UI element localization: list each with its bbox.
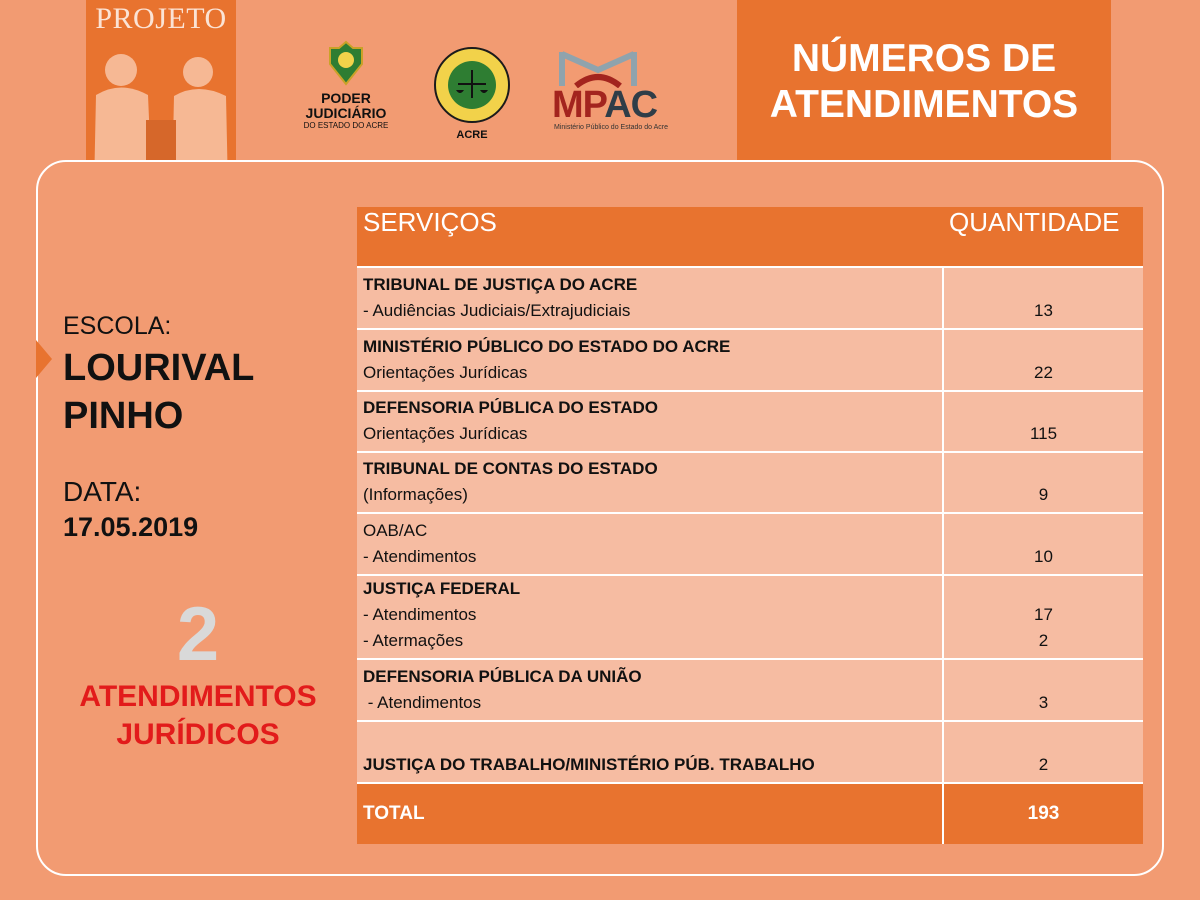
table-total-row bbox=[357, 783, 1143, 844]
table-header-row bbox=[357, 207, 1143, 267]
service-title: TRIBUNAL DE CONTAS DO ESTADO bbox=[363, 459, 658, 478]
table-row bbox=[357, 575, 1143, 659]
data-label: DATA: bbox=[63, 476, 142, 507]
service-qty: 115 bbox=[943, 391, 1143, 452]
atendimentos-label-line2: JURÍDICOS bbox=[116, 718, 280, 751]
service-title: DEFENSORIA PÚBLICA DA UNIÃO bbox=[363, 667, 642, 686]
defensoria-seal-icon bbox=[432, 46, 512, 124]
service-qty2: 2 bbox=[1038, 631, 1049, 650]
service-qty: 17 bbox=[1034, 605, 1053, 624]
atendimentos-label-line1: ATENDIMENTOS bbox=[79, 680, 317, 713]
service-sub2: - Atermações bbox=[363, 631, 464, 650]
col-quantidade-header: QUANTIDADE bbox=[943, 207, 1143, 267]
service-qty: 13 bbox=[943, 267, 1143, 329]
service-sub: - Atendimentos bbox=[363, 605, 477, 624]
mpac-ac: AC bbox=[604, 84, 658, 126]
table-row bbox=[357, 513, 1143, 575]
service-sub: Orientações Jurídicas bbox=[363, 424, 528, 443]
state-coat-of-arms-icon bbox=[326, 40, 366, 86]
mpac-wordmark bbox=[552, 84, 657, 127]
service-title: JUSTIÇA FEDERAL bbox=[363, 579, 521, 598]
service-sub: - Atendimentos bbox=[363, 547, 477, 566]
defensoria-label: ACRE bbox=[456, 129, 488, 141]
table-row bbox=[357, 391, 1143, 452]
mpac-emblem-icon bbox=[558, 48, 638, 88]
table-row bbox=[357, 721, 1143, 783]
col-servicos-header: SERVIÇOS bbox=[357, 207, 943, 267]
service-title: MINISTÉRIO PÚBLICO DO ESTADO DO ACRE bbox=[363, 337, 731, 356]
service-qty: 2 bbox=[943, 721, 1143, 783]
service-qty: 9 bbox=[943, 452, 1143, 513]
table-row bbox=[357, 329, 1143, 391]
service-sub: Orientações Jurídicas bbox=[363, 363, 528, 382]
atendimentos-label bbox=[50, 678, 346, 754]
tj-line3: DO ESTADO DO ACRE bbox=[303, 121, 389, 130]
services-table bbox=[357, 207, 1143, 844]
service-title: DEFENSORIA PÚBLICA DO ESTADO bbox=[363, 398, 658, 417]
service-sub: (Informações) bbox=[363, 485, 468, 504]
poder-judiciario-logo bbox=[298, 40, 394, 136]
table-row bbox=[357, 267, 1143, 329]
table-row bbox=[357, 659, 1143, 721]
table-row bbox=[357, 452, 1143, 513]
service-qty: 3 bbox=[943, 659, 1143, 721]
atendimentos-count: 2 bbox=[176, 592, 220, 677]
escola-name bbox=[63, 344, 323, 440]
escola-name-line2: PINHO bbox=[63, 395, 184, 437]
escola-label: ESCOLA: bbox=[63, 312, 172, 340]
service-title: JUSTIÇA DO TRABALHO/MINISTÉRIO PÚB. TRABALHO bbox=[363, 755, 815, 774]
defensoria-logo bbox=[424, 46, 520, 141]
service-title: TRIBUNAL DE JUSTIÇA DO ACRE bbox=[363, 275, 638, 294]
service-title: OAB/AC bbox=[363, 521, 428, 540]
data-value: 17.05.2019 bbox=[63, 512, 199, 542]
escola-name-line1: LOURIVAL bbox=[63, 347, 255, 389]
service-qty: 10 bbox=[943, 513, 1143, 575]
mpac-subtitle: Ministério Público do Estado do Acre bbox=[554, 124, 669, 131]
page-title: NÚMEROS DE ATENDIMENTOS bbox=[737, 0, 1111, 160]
projeto-word: PROJETO bbox=[95, 2, 227, 35]
service-qty: 22 bbox=[943, 329, 1143, 391]
tj-line2: JUDICIÁRIO bbox=[305, 105, 387, 121]
total-value: 193 bbox=[943, 783, 1143, 844]
total-label: TOTAL bbox=[357, 783, 943, 844]
arrow-marker-icon bbox=[36, 340, 52, 378]
tj-line1: PODER bbox=[321, 90, 371, 106]
mpac-mp: MP bbox=[552, 84, 605, 126]
mpac-logo bbox=[548, 48, 669, 138]
service-sub: - Atendimentos bbox=[363, 693, 482, 712]
service-sub: - Audiências Judiciais/Extrajudiciais bbox=[363, 301, 631, 320]
